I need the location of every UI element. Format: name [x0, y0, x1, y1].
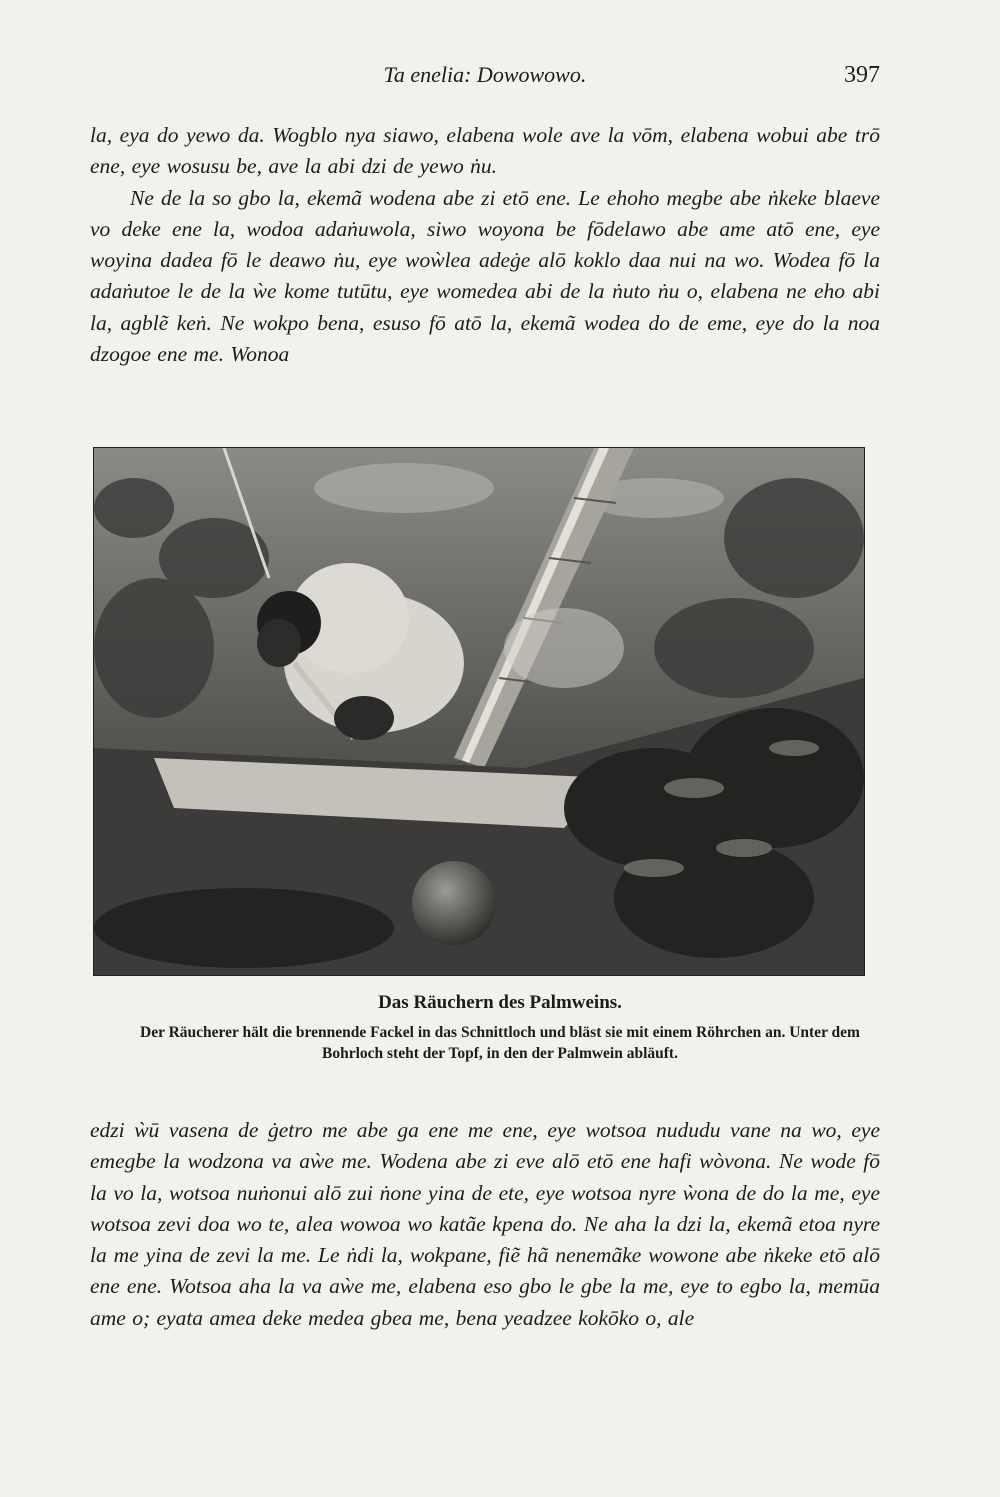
paragraph: edzi ẁū vasena de ġetro me abe ga ene me ene, eye wotsoa nududu vane na wo, eye emegbe la wodzona va aẁe me. Wodena abe zi eve alō etō ene hafi wòvona. Ne wode fō la vo la, wotsoa nuṅonui alō zui ṅone yina de ete, eye wotsoa nyre ẁona de do la me, eye wotsoa zevi doa wo te, alea wowoa wo katãe kpena do. Ne aha la dzi la, ekemã etoa nyre la me yina de zevi la me. Le ṅdi la, wokpane, fiẽ hã nenemãke wowone abe ṅkeke etō alō ene ene. Wotsoa aha la va aẁe me, elabena eso gbo le gbe la me, eye to egbo la, memūa ame o; eyata amea deke medea gbea me, bena yeadzee kokōko o, ale [90, 1118, 880, 1330]
photo-palm-wine-smoking-icon [94, 448, 864, 975]
running-header [90, 62, 880, 92]
running-title: Ta enelia: Dowowowo. [383, 62, 587, 87]
paragraph: Ne de la so gbo la, ekemã wodena abe zi etō ene. Le ehoho megbe abe ṅkeke blaeve vo deke ene la, wodoa adaṅuwola, siwo woyona be fōdelawo abe ame atō ene, eye woyina dadea fō le deawo ṅu, eye woẁlea adeġe alō koklo daa nui na wo. Wodea fō la adaṅutoe le de la ẁe kome tutūtu, eye womedea abi de la ṅuto ṅu o, elabena ne eho abi la, agblẽ keṅ. Ne wokpo bena, esuso fō atō la, ekemã wodea do de eme, eye do la noa dzogoe ene me. Wonoa [90, 185, 880, 367]
body-text-top [90, 120, 880, 370]
figure-caption [120, 992, 880, 1064]
caption-title: Das Räuchern des Palmweins. [378, 992, 622, 1013]
page-number: 397 [844, 62, 880, 88]
photograph [93, 447, 865, 976]
paragraph: la, eya do yewo da. Wogblo nya siawo, elabena wole ave la vōm, elabena wobui abe trō ene, eye wosusu be, ave la abi dzi de yewo ṅu. [90, 123, 880, 179]
body-text-bottom [90, 1115, 880, 1334]
caption-text: Der Räucherer hält die brennende Fackel in das Schnittloch und bläst sie mit einem Röhrchen an. Unter dem Bohrloch steht der Topf, in den der Palmwein abläuft. [140, 1024, 860, 1062]
